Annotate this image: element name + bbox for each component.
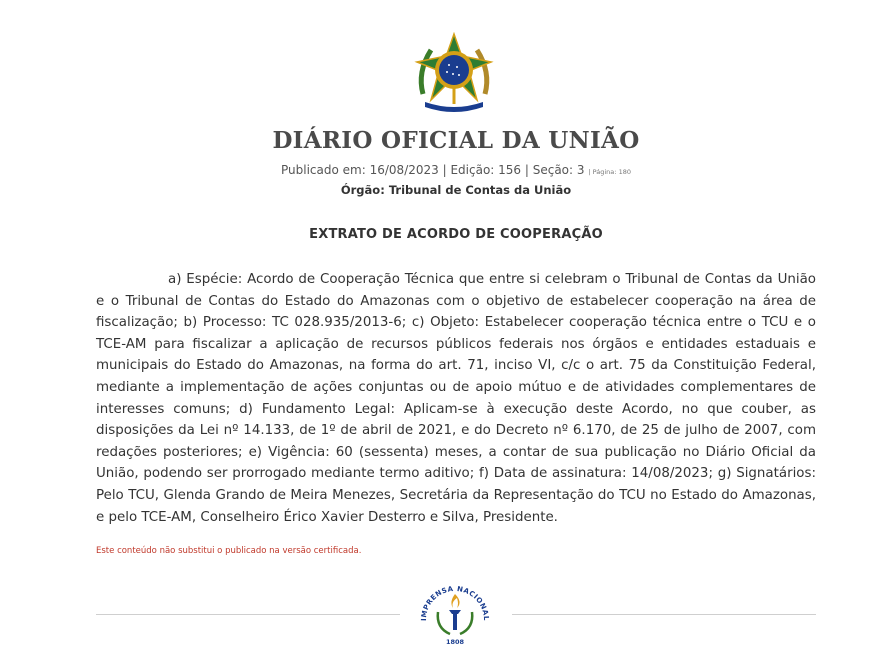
footer-divider-right xyxy=(512,614,816,615)
publication-meta: Publicado em: 16/08/2023 | Edição: 156 | Seção: 3 | Página: 180 xyxy=(281,163,631,177)
logo-year: 1808 xyxy=(445,638,465,646)
imprensa-nacional-logo-icon xyxy=(416,580,494,648)
organ-label: Órgão: xyxy=(340,183,385,197)
page-number: 180 xyxy=(618,168,631,176)
document-heading: EXTRATO DE ACORDO DE COOPERAÇÃO xyxy=(309,227,603,242)
logo-text: IMPRENSA NACIONAL xyxy=(419,584,491,622)
organ-line xyxy=(0,183,886,197)
footer-divider-left xyxy=(96,614,400,615)
edition-number: 156 xyxy=(498,163,522,177)
section-number: 3 xyxy=(576,163,585,177)
section-label: Seção: xyxy=(532,163,574,177)
disclaimer-text: Este conteúdo não substitui o publicado na versão certificada. xyxy=(96,546,362,556)
published-label: Publicado em: xyxy=(281,163,366,177)
coat-of-arms-icon xyxy=(411,32,497,114)
publication-title: DIÁRIO OFICIAL DA UNIÃO xyxy=(272,127,640,154)
organ-name: Tribunal de Contas da União xyxy=(388,183,572,197)
document-body: a) Espécie: Acordo de Cooperação Técnica que entre si celebram o Tribunal de Contas da União e o Tribunal de Contas do Estado do Amazonas com o objetivo de estabelecer cooperação na área de fiscalização; b) Processo: TC 028.935/2013-6; c) Objeto: Estabelecer cooperação técnica entre o TCU e o TCE-AM para fiscalizar a aplicação de recursos públicos federais nos órgãos e entidades estaduais e municipais do Estado do Amazonas, na forma do art. 71, inciso VI, c/c o art. 75 da Constituição Federal, mediante a implementação de ações conjuntas ou de apoio mútuo e de atividades complementares de interesses comuns; d) Fundamento Legal: Aplicam-se à execução deste Acordo, no que couber, as disposições da Lei nº 14.133, de 1º de abril de 2021, e do Decreto nº 6.170, de 25 de julho de 2007, com redações posteriores; e) Vigência: 60 (sessenta) meses, a contar de sua publicação no Diário Oficial da União, podendo ser prorrogado mediante termo aditivo; f) Data de assinatura: 14/08/2023; g) Signatários: Pelo TCU, Glenda Grando de Meira Menezes, Secretária da Representação do TCU no Estado do Amazonas, e pelo TCE-AM, Conselheiro Érico Xavier Desterro e Silva, Presidente. xyxy=(96,272,816,525)
published-date: 16/08/2023 xyxy=(369,163,439,177)
page-label: Página: xyxy=(592,168,617,176)
edition-label: Edição: xyxy=(450,163,495,177)
